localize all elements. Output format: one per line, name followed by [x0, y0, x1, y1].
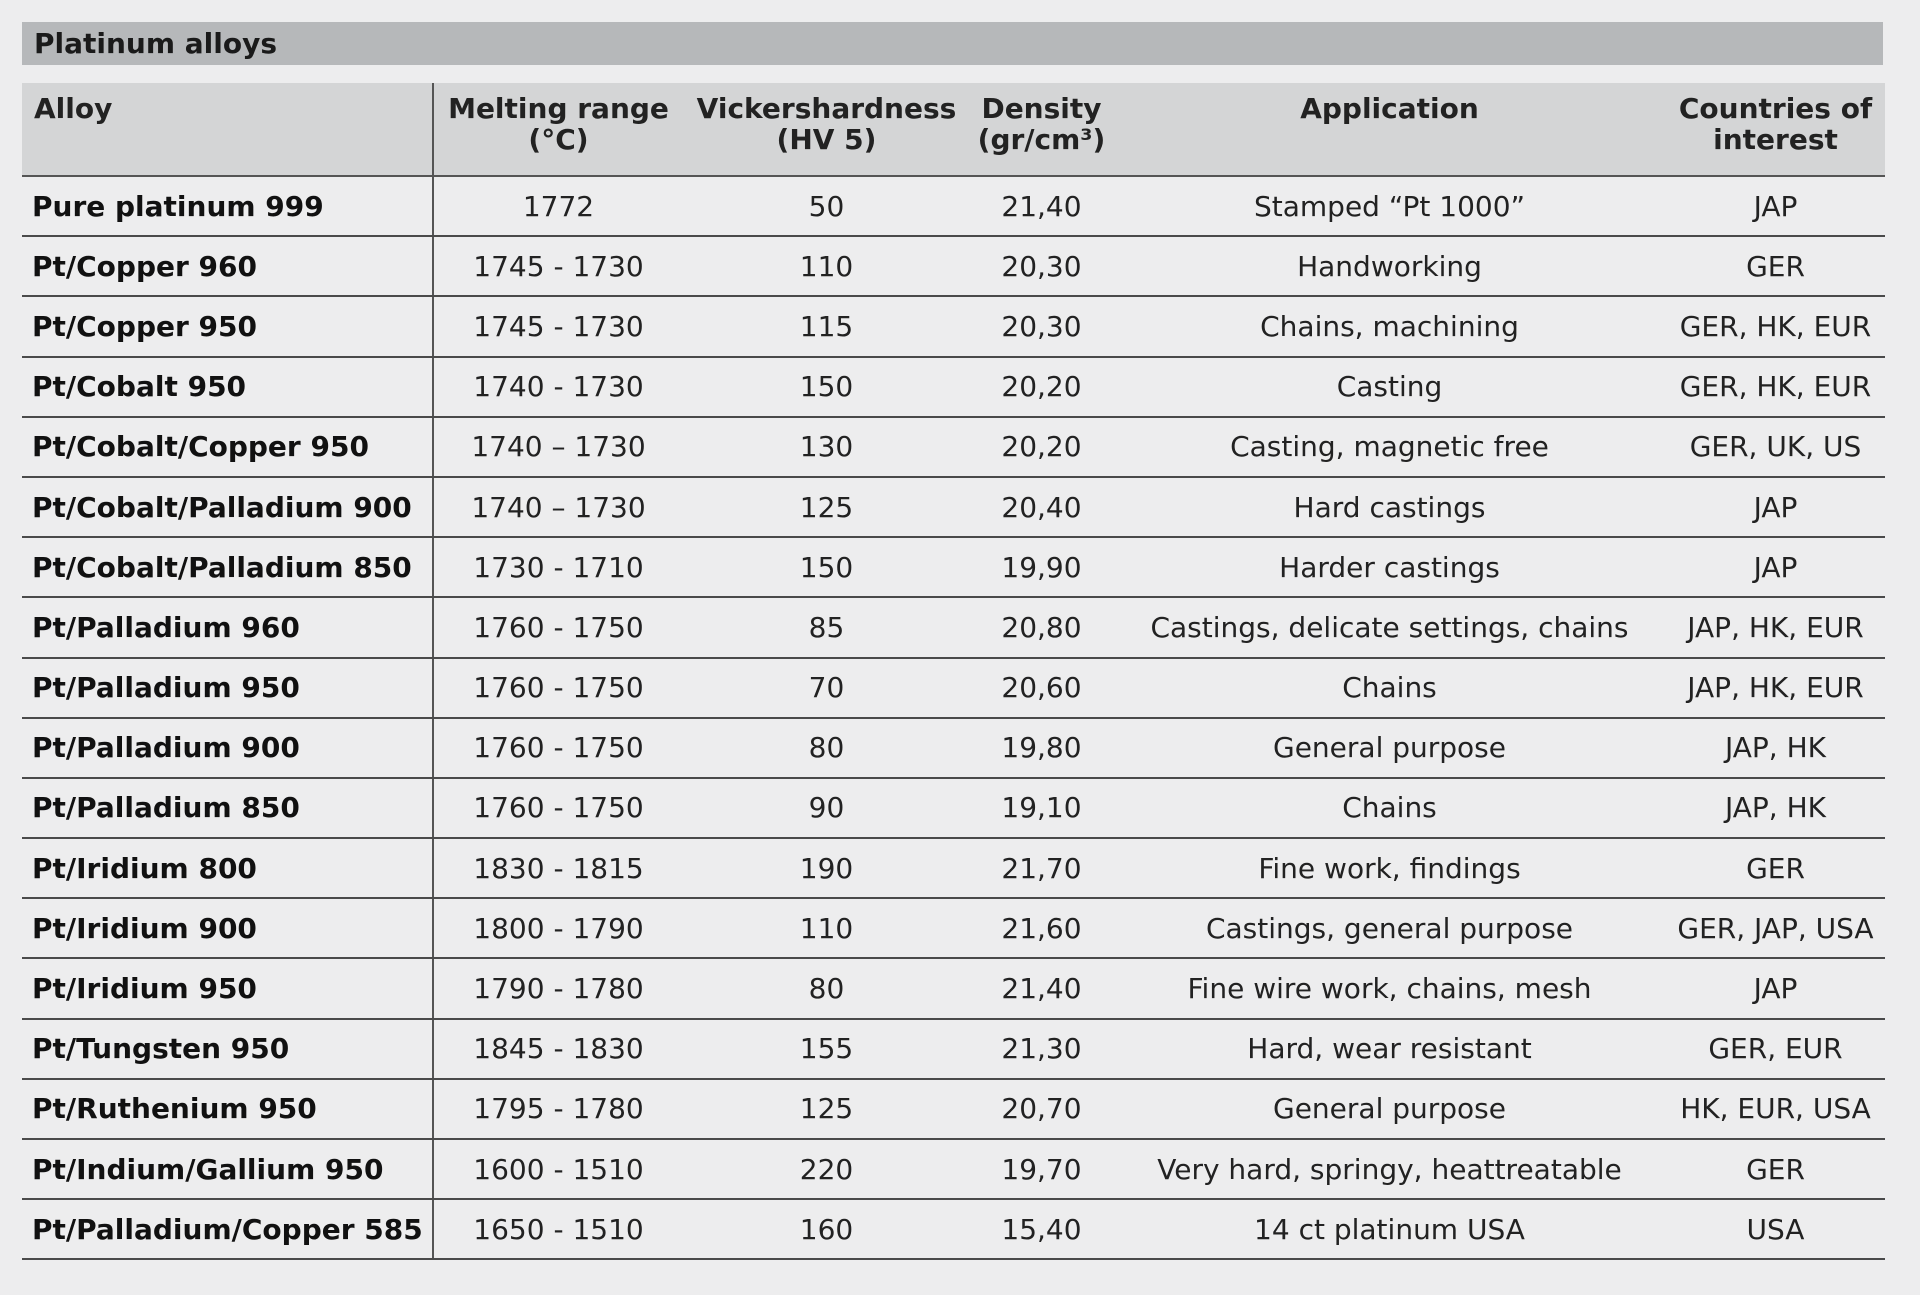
cell-vickershardness: 80 [683, 718, 970, 778]
table-row [22, 718, 1885, 778]
cell-application: Casting [1113, 357, 1666, 417]
cell-countries: JAP [1666, 176, 1885, 236]
cell-alloy: Pt/Iridium 900 [22, 898, 433, 958]
table-row [22, 1019, 1885, 1079]
header-density-line2: (gr/cm³) [977, 123, 1106, 156]
cell-density: 20,60 [970, 658, 1113, 718]
table-row [22, 236, 1885, 296]
header-melting-range [433, 83, 683, 176]
cell-density: 20,30 [970, 236, 1113, 296]
cell-density: 20,20 [970, 417, 1113, 477]
cell-alloy: Pt/Palladium 900 [22, 718, 433, 778]
cell-melting-range: 1795 - 1780 [433, 1079, 683, 1139]
cell-application: Chains [1113, 778, 1666, 838]
cell-countries: GER, HK, EUR [1666, 357, 1885, 417]
table-row [22, 477, 1885, 537]
header-vickers-line2: (HV 5) [776, 123, 877, 156]
table-row [22, 597, 1885, 657]
cell-alloy: Pt/Palladium 950 [22, 658, 433, 718]
header-alloy [22, 83, 433, 176]
cell-application: Hard, wear resistant [1113, 1019, 1666, 1079]
cell-alloy: Pure platinum 999 [22, 176, 433, 236]
cell-countries: JAP [1666, 537, 1885, 597]
cell-melting-range: 1600 - 1510 [433, 1139, 683, 1199]
cell-density: 20,20 [970, 357, 1113, 417]
cell-density: 19,10 [970, 778, 1113, 838]
platinum-alloys-table [22, 83, 1885, 1260]
header-application [1113, 83, 1666, 176]
table-row [22, 1139, 1885, 1199]
header-density [970, 83, 1113, 176]
cell-countries: GER [1666, 838, 1885, 898]
cell-vickershardness: 125 [683, 1079, 970, 1139]
cell-alloy: Pt/Cobalt/Palladium 900 [22, 477, 433, 537]
cell-density: 19,70 [970, 1139, 1113, 1199]
cell-alloy: Pt/Cobalt 950 [22, 357, 433, 417]
cell-alloy: Pt/Cobalt/Copper 950 [22, 417, 433, 477]
cell-density: 15,40 [970, 1199, 1113, 1259]
cell-melting-range: 1772 [433, 176, 683, 236]
header-melting-line1: Melting range [448, 92, 669, 125]
cell-application: Castings, delicate settings, chains [1113, 597, 1666, 657]
cell-countries: JAP, HK [1666, 778, 1885, 838]
cell-melting-range: 1830 - 1815 [433, 838, 683, 898]
header-row [22, 83, 1885, 176]
cell-application: Very hard, springy, heattreatable [1113, 1139, 1666, 1199]
cell-application: Hard castings [1113, 477, 1666, 537]
table-row [22, 357, 1885, 417]
cell-melting-range: 1800 - 1790 [433, 898, 683, 958]
cell-vickershardness: 110 [683, 236, 970, 296]
cell-vickershardness: 90 [683, 778, 970, 838]
cell-alloy: Pt/Copper 960 [22, 236, 433, 296]
cell-melting-range: 1845 - 1830 [433, 1019, 683, 1079]
cell-vickershardness: 160 [683, 1199, 970, 1259]
cell-melting-range: 1730 - 1710 [433, 537, 683, 597]
table-row [22, 537, 1885, 597]
cell-countries: USA [1666, 1199, 1885, 1259]
cell-melting-range: 1740 – 1730 [433, 477, 683, 537]
cell-density: 20,70 [970, 1079, 1113, 1139]
table-title-bar [22, 22, 1883, 65]
header-countries [1666, 83, 1885, 176]
cell-melting-range: 1760 - 1750 [433, 718, 683, 778]
cell-vickershardness: 190 [683, 838, 970, 898]
cell-application: Chains [1113, 658, 1666, 718]
cell-application: Fine work, findings [1113, 838, 1666, 898]
cell-countries: GER [1666, 236, 1885, 296]
cell-alloy: Pt/Palladium 960 [22, 597, 433, 657]
cell-melting-range: 1790 - 1780 [433, 958, 683, 1018]
cell-countries: JAP [1666, 958, 1885, 1018]
cell-alloy: Pt/Palladium/Copper 585 [22, 1199, 433, 1259]
header-application-label: Application [1300, 92, 1479, 125]
cell-melting-range: 1760 - 1750 [433, 778, 683, 838]
cell-alloy: Pt/Copper 950 [22, 296, 433, 356]
cell-melting-range: 1745 - 1730 [433, 236, 683, 296]
cell-countries: GER, HK, EUR [1666, 296, 1885, 356]
cell-alloy: Pt/Indium/Gallium 950 [22, 1139, 433, 1199]
cell-countries: JAP [1666, 477, 1885, 537]
table-row [22, 778, 1885, 838]
cell-melting-range: 1740 - 1730 [433, 357, 683, 417]
cell-density: 20,30 [970, 296, 1113, 356]
cell-application: Chains, machining [1113, 296, 1666, 356]
header-countries-line1: Countries of [1678, 92, 1873, 125]
cell-vickershardness: 50 [683, 176, 970, 236]
cell-countries: JAP, HK [1666, 718, 1885, 778]
cell-alloy: Pt/Cobalt/Palladium 850 [22, 537, 433, 597]
table-row [22, 898, 1885, 958]
cell-vickershardness: 220 [683, 1139, 970, 1199]
cell-vickershardness: 110 [683, 898, 970, 958]
cell-density: 21,70 [970, 838, 1113, 898]
cell-vickershardness: 130 [683, 417, 970, 477]
table-row [22, 958, 1885, 1018]
cell-vickershardness: 70 [683, 658, 970, 718]
cell-application: Fine wire work, chains, mesh [1113, 958, 1666, 1018]
table-row [22, 417, 1885, 477]
cell-alloy: Pt/Palladium 850 [22, 778, 433, 838]
cell-application: Casting, magnetic free [1113, 417, 1666, 477]
cell-melting-range: 1760 - 1750 [433, 597, 683, 657]
cell-application: 14 ct platinum USA [1113, 1199, 1666, 1259]
cell-density: 20,80 [970, 597, 1113, 657]
cell-countries: JAP, HK, EUR [1666, 597, 1885, 657]
cell-application: Castings, general purpose [1113, 898, 1666, 958]
header-melting-line2: (°C) [528, 123, 589, 156]
cell-density: 21,40 [970, 176, 1113, 236]
header-vickershardness [683, 83, 970, 176]
cell-countries: GER, JAP, USA [1666, 898, 1885, 958]
header-density-line1: Density [981, 92, 1102, 125]
table-row [22, 658, 1885, 718]
cell-alloy: Pt/Iridium 950 [22, 958, 433, 1018]
cell-vickershardness: 155 [683, 1019, 970, 1079]
cell-countries: JAP, HK, EUR [1666, 658, 1885, 718]
cell-vickershardness: 125 [683, 477, 970, 537]
cell-application: General purpose [1113, 1079, 1666, 1139]
cell-melting-range: 1740 – 1730 [433, 417, 683, 477]
cell-countries: GER [1666, 1139, 1885, 1199]
cell-density: 21,40 [970, 958, 1113, 1018]
cell-density: 19,90 [970, 537, 1113, 597]
table-row [22, 1079, 1885, 1139]
cell-application: Harder castings [1113, 537, 1666, 597]
header-vickers-line1: Vickershardness [696, 92, 957, 125]
cell-melting-range: 1650 - 1510 [433, 1199, 683, 1259]
table-row [22, 1199, 1885, 1259]
cell-vickershardness: 115 [683, 296, 970, 356]
cell-alloy: Pt/Tungsten 950 [22, 1019, 433, 1079]
table-row [22, 176, 1885, 236]
header-countries-line2: interest [1713, 123, 1838, 156]
cell-melting-range: 1745 - 1730 [433, 296, 683, 356]
cell-density: 19,80 [970, 718, 1113, 778]
header-alloy-label: Alloy [34, 92, 113, 125]
cell-application: General purpose [1113, 718, 1666, 778]
cell-alloy: Pt/Ruthenium 950 [22, 1079, 433, 1139]
cell-vickershardness: 150 [683, 357, 970, 417]
cell-vickershardness: 85 [683, 597, 970, 657]
cell-countries: GER, UK, US [1666, 417, 1885, 477]
table-title: Platinum alloys [34, 27, 278, 60]
cell-density: 21,60 [970, 898, 1113, 958]
cell-application: Stamped “Pt 1000” [1113, 176, 1666, 236]
cell-application: Handworking [1113, 236, 1666, 296]
cell-vickershardness: 150 [683, 537, 970, 597]
cell-density: 20,40 [970, 477, 1113, 537]
cell-vickershardness: 80 [683, 958, 970, 1018]
table-row [22, 296, 1885, 356]
table-row [22, 838, 1885, 898]
cell-melting-range: 1760 - 1750 [433, 658, 683, 718]
cell-alloy: Pt/Iridium 800 [22, 838, 433, 898]
cell-density: 21,30 [970, 1019, 1113, 1079]
cell-countries: HK, EUR, USA [1666, 1079, 1885, 1139]
cell-countries: GER, EUR [1666, 1019, 1885, 1079]
